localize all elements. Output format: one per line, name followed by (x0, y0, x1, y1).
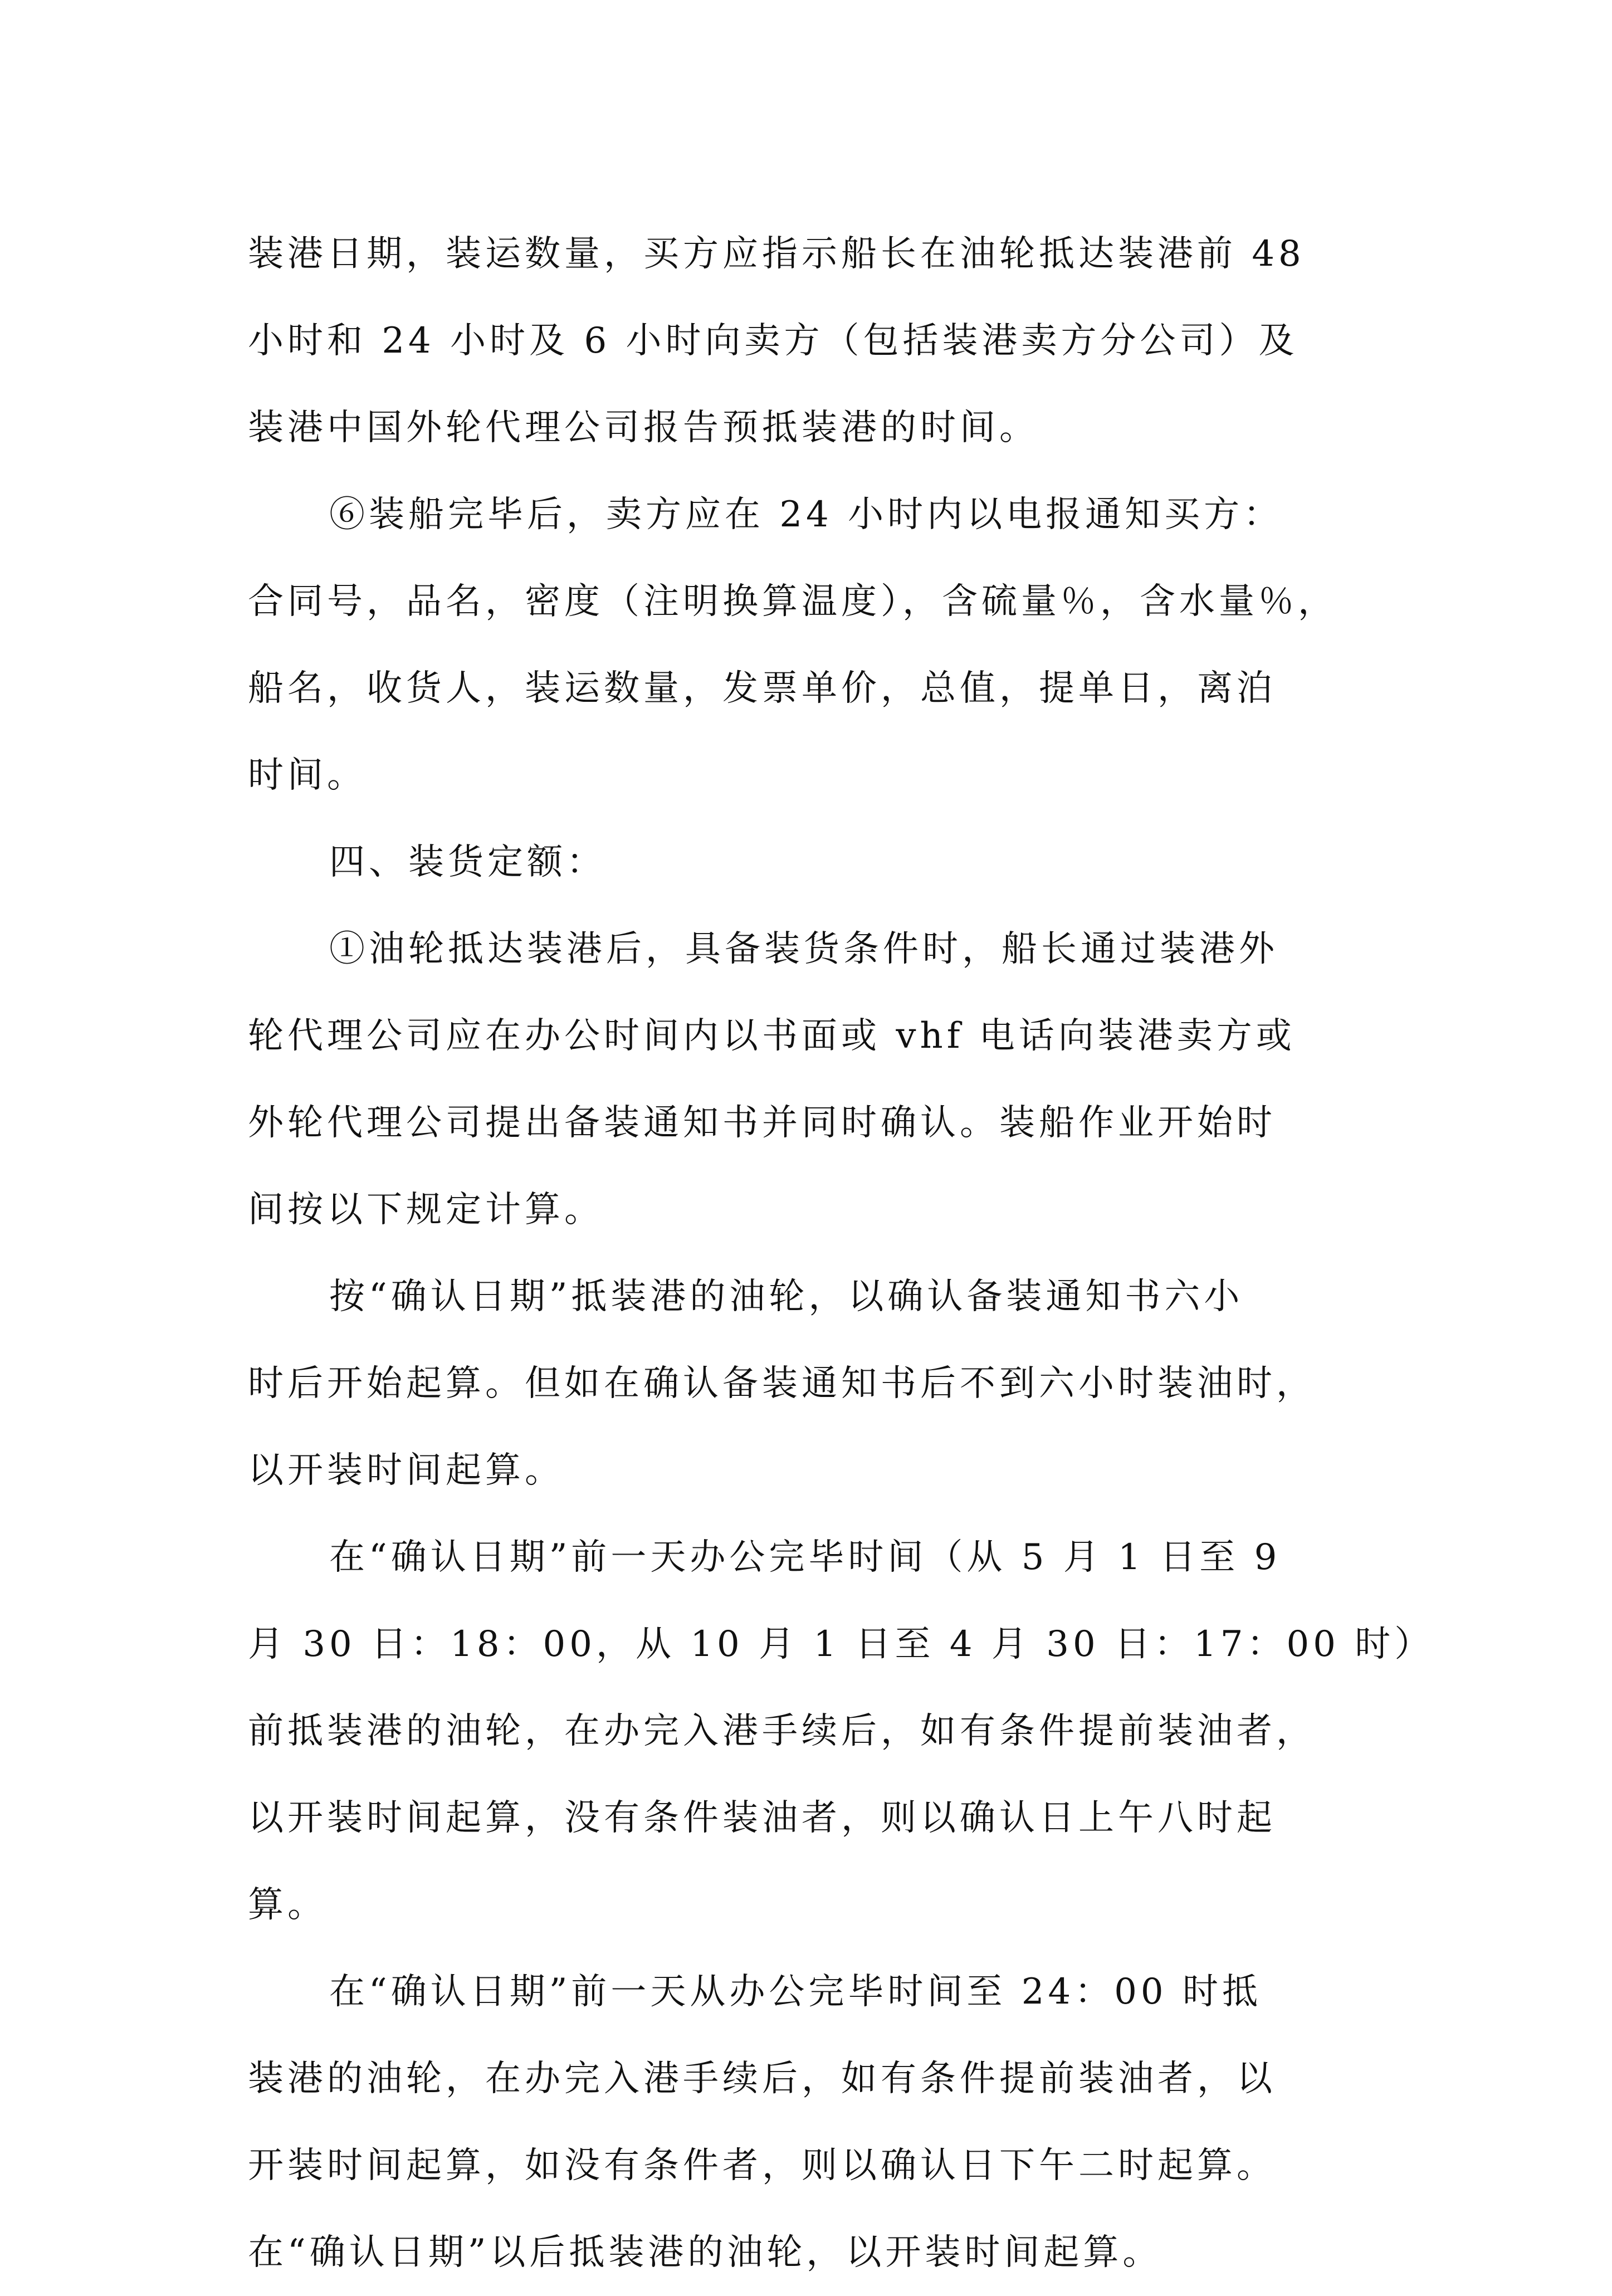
text-line: 间按以下规定计算。 (248, 1189, 604, 1230)
text-line: 小时和 24 小时及 6 小时向卖方（包括装港卖方分公司）及 (248, 320, 1298, 362)
text-line: 算。 (248, 1884, 327, 1926)
paragraph-6 (248, 1948, 1418, 2296)
text-line: 前抵装港的油轮，在办完入港手续后，如有条件提前装油者， (248, 1711, 1316, 1752)
text-line: ⑥装船完毕后，卖方应在 24 小时内以电报通知买方： (329, 494, 1283, 535)
text-line: 以开装时间起算。 (248, 1450, 564, 1491)
text-line: 在“确认日期”前一天办公完毕时间（从 5 月 1 日至 9 (329, 1537, 1281, 1578)
text-line: 船名，收货人，装运数量，发票单价，总值，提单日，离泊 (248, 668, 1276, 709)
text-line: 在“确认日期”以后抵装港的油轮，以开装时间起算。 (248, 2232, 1162, 2273)
text-line: 装港日期，装运数量，买方应指示船长在油轮抵达装港前 48 (248, 233, 1305, 275)
text-line: 外轮代理公司提出备装通知书并同时确认。装船作业开始时 (248, 1102, 1276, 1144)
text-line: 以开装时间起算，没有条件装油者，则以确认日上午八时起 (248, 1797, 1276, 1839)
paragraph-5 (248, 1514, 1434, 1948)
text-line: 月 30 日：18：00，从 10 月 1 日至 4 月 30 日：17：00 时） (248, 1624, 1434, 1665)
text-line: ①油轮抵达装港后，具备装货条件时，船长通过装港外 (329, 929, 1278, 970)
text-line: 在“确认日期”前一天从办公完毕时间至 24：00 时抵 (329, 1971, 1262, 2012)
document-page (248, 211, 1434, 2296)
text-line: 装港的油轮，在办完入港手续后，如有条件提前装油者，以 (248, 2058, 1276, 2099)
text-line: 装港中国外轮代理公司报告预抵装港的时间。 (248, 407, 1039, 448)
text-line: 合同号，品名，密度（注明换算温度），含硫量％，含水量％， (248, 581, 1337, 622)
paragraph-1 (248, 211, 1418, 471)
text-line: 四、装货定额： (329, 842, 606, 883)
text-line: 时后开始起算。但如在确认备装通知书后不到六小时装油时， (248, 1363, 1316, 1404)
text-line: 时间。 (248, 755, 367, 796)
text-line: 开装时间起算，如没有条件者，则以确认日下午二时起算。 (248, 2145, 1276, 2186)
text-line: 按“确认日期”抵装港的油轮，以确认备装通知书六小 (329, 1276, 1244, 1317)
paragraph-3 (248, 906, 1418, 1253)
text-line: 轮代理公司应在办公时间内以书面或 vhf 电话向装港卖方或 (248, 1015, 1296, 1057)
section-heading (248, 819, 1418, 906)
paragraph-4 (248, 1253, 1418, 1514)
paragraph-2 (248, 471, 1418, 819)
